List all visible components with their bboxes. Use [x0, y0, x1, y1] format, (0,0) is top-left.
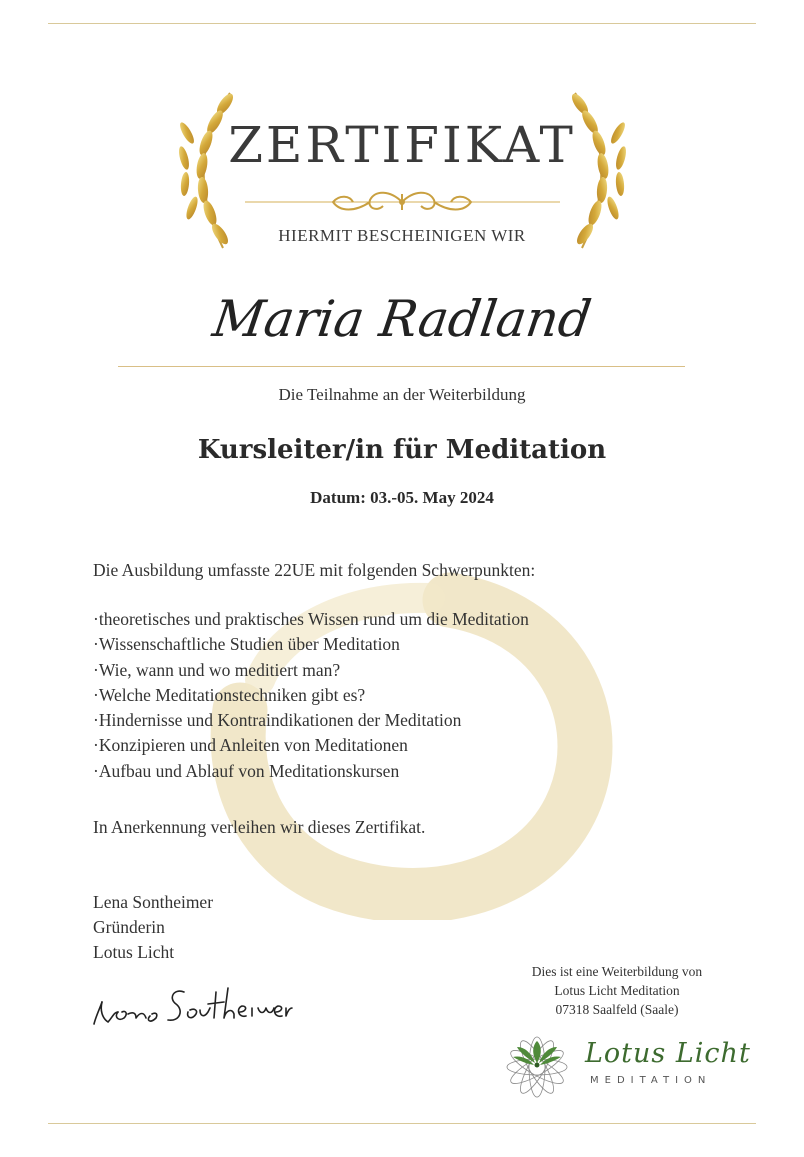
name-underline [118, 366, 685, 367]
brand-name: Lotus Licht [585, 1038, 751, 1069]
provider-line: Lotus Licht Meditation [554, 983, 680, 998]
top-border-rule [48, 23, 756, 24]
course-date: Datum: 03.-05. May 2024 [310, 488, 494, 507]
topic-list [93, 607, 529, 784]
handwritten-signature [88, 978, 293, 1033]
topic-item: ·Aufbau und Ablauf von Meditationskursen [93, 760, 400, 781]
provider-info [497, 962, 737, 1019]
course-title: Kursleiter/in für Meditation [197, 435, 607, 465]
topic-item: ·Konzipieren und Anleiten von Meditationen [93, 735, 408, 756]
topic-item: ·theoretisches und praktisches Wissen rund um die Meditation [93, 609, 529, 629]
recipient-name: Maria Radland [209, 290, 595, 348]
provider-line: 07318 Saalfeld (Saale) [555, 1002, 679, 1017]
recognition-text: In Anerkennung verleihen wir dieses Zertifikat. [93, 817, 426, 837]
brand-subtitle: MEDITATION [590, 1075, 712, 1086]
training-intro: Die Ausbildung umfasste 22UE mit folgenden Schwerpunkten: [93, 560, 536, 580]
lotus-flower-icon [502, 1032, 572, 1102]
signer-organization: Lotus Licht [93, 942, 175, 962]
signer-name: Lena Sontheimer [93, 892, 214, 912]
signature-text: Lena Sontheimer [88, 978, 97, 979]
topic-item: ·Hindernisse und Kontraindikationen der Meditation [93, 710, 462, 731]
bottom-border-rule [48, 1123, 756, 1124]
ornament-divider-icon [245, 186, 560, 218]
topic-item: ·Wissenschaftliche Studien über Meditation [93, 634, 400, 655]
certificate-subtitle: HIERMIT BESCHEINIGEN WIR [278, 226, 526, 245]
participation-text: Die Teilnahme an der Weiterbildung [278, 385, 526, 404]
certificate-title: ZERTIFIKAT [228, 116, 576, 174]
signer-role: Gründerin [93, 917, 165, 937]
topic-item: ·Wie, wann und wo meditiert man? [93, 659, 341, 680]
topic-item: ·Welche Meditationstechniken gibt es? [93, 684, 366, 705]
provider-line: Dies ist eine Weiterbildung von [531, 964, 703, 979]
